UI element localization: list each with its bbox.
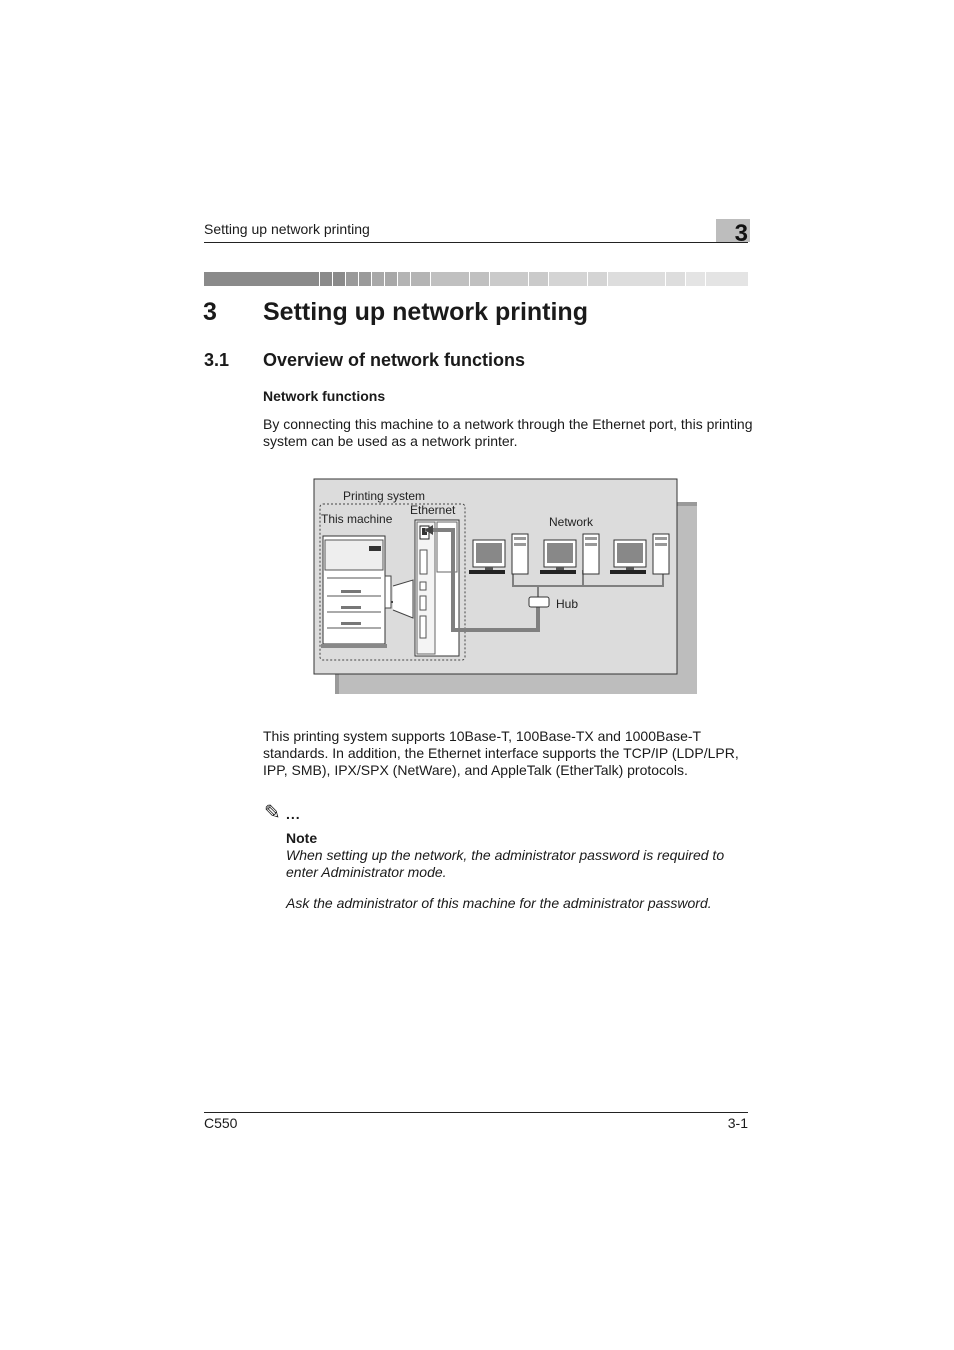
note-dots: ... bbox=[286, 806, 301, 822]
band-segment bbox=[359, 272, 372, 286]
network-diagram-svg bbox=[313, 478, 697, 698]
footer-model: C550 bbox=[204, 1115, 238, 1131]
hub-icon bbox=[529, 597, 549, 607]
band-segment bbox=[333, 272, 346, 286]
band-segment bbox=[204, 272, 320, 286]
band-segment bbox=[608, 272, 666, 286]
chapter-title: Setting up network printing bbox=[263, 298, 588, 326]
band-segment bbox=[411, 272, 431, 286]
band-segment bbox=[529, 272, 549, 286]
standards-paragraph: This printing system supports 10Base-T, 100Base-TX and 1000Base-T standards. In addition, the Ethernet interface supports the TCP/IP (LDP/LPR, IPP, SMB), IPX/SPX (NetWare), and AppleTalk (EtherTalk) protocols. bbox=[263, 728, 739, 778]
note-text-1: When setting up the network, the administrator password is required to enter Administrator mode. bbox=[286, 847, 725, 880]
band-segment bbox=[490, 272, 529, 286]
band-segment bbox=[320, 272, 333, 286]
band-segment bbox=[686, 272, 706, 286]
section-title: Overview of network functions bbox=[263, 350, 526, 370]
footer-rule bbox=[204, 1112, 748, 1113]
band-segment bbox=[346, 272, 359, 286]
band-segment bbox=[706, 272, 749, 286]
band-segment bbox=[385, 272, 398, 286]
chapter-number-tab: 3 bbox=[716, 219, 750, 242]
pencil-icon: ✎ bbox=[264, 802, 281, 824]
band-segment bbox=[666, 272, 686, 286]
label-this-machine: This machine bbox=[321, 512, 393, 526]
label-hub: Hub bbox=[556, 597, 579, 611]
band-segment bbox=[372, 272, 385, 286]
note-text-2: Ask the administrator of this machine for the administrator password. bbox=[286, 895, 712, 911]
band-segment bbox=[588, 272, 608, 286]
chapter-number: 3 bbox=[203, 298, 217, 326]
label-ethernet: Ethernet bbox=[410, 503, 456, 517]
note-title: Note bbox=[286, 830, 318, 846]
network-diagram bbox=[313, 478, 697, 703]
subsection-heading: Network functions bbox=[263, 388, 386, 404]
label-network: Network bbox=[549, 515, 594, 529]
running-header-title: Setting up network printing bbox=[204, 221, 370, 237]
decorative-band bbox=[204, 272, 749, 286]
band-segment bbox=[398, 272, 411, 286]
band-segment bbox=[470, 272, 490, 286]
header-rule bbox=[204, 242, 748, 243]
band-segment bbox=[431, 272, 470, 286]
section-number: 3.1 bbox=[204, 350, 230, 370]
label-printing-system: Printing system bbox=[343, 489, 426, 503]
band-segment bbox=[549, 272, 588, 286]
footer-page-number: 3-1 bbox=[727, 1115, 748, 1131]
intro-paragraph: By connecting this machine to a network through the Ethernet port, this printing system can be used as a network printer. bbox=[263, 416, 753, 449]
